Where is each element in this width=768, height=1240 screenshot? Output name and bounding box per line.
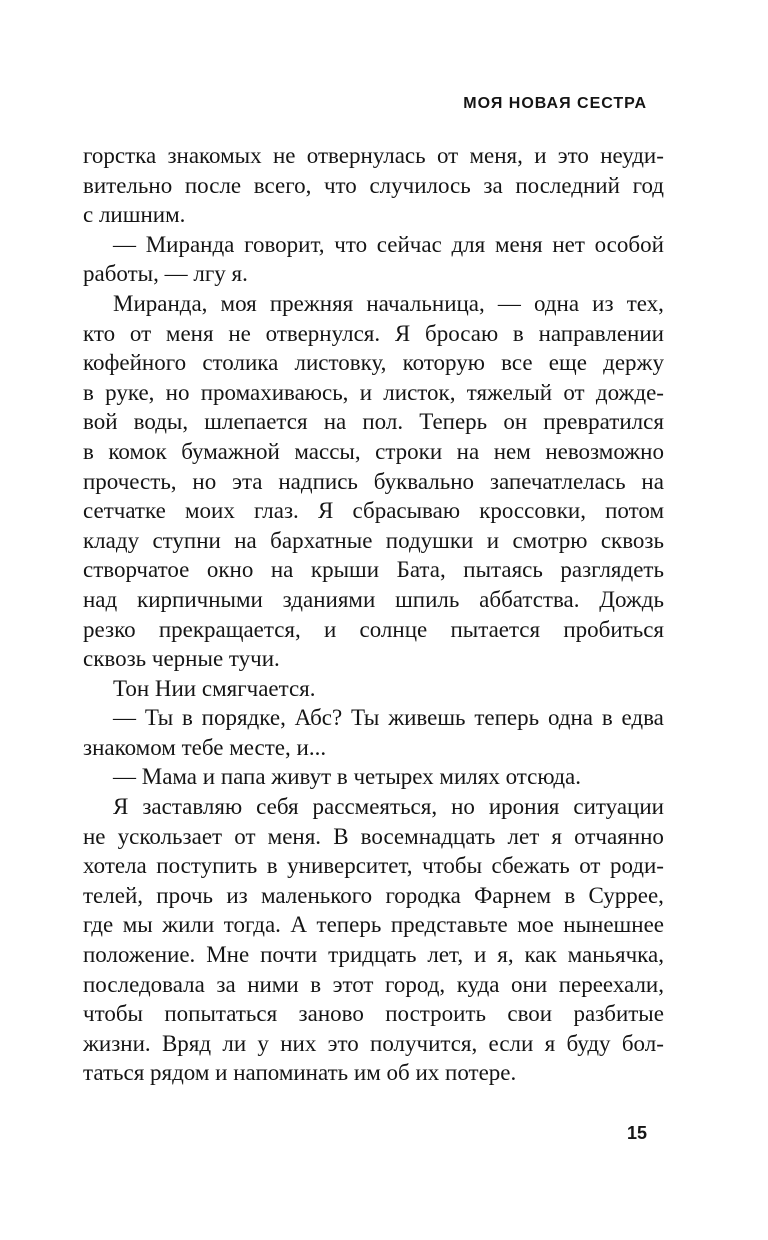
word: городка (385, 882, 461, 908)
word: это (327, 1030, 359, 1056)
word: положение. (83, 942, 196, 968)
word: в (181, 705, 193, 731)
word: что (334, 231, 368, 257)
word: массы, (294, 438, 361, 464)
word: они (511, 971, 548, 997)
word: не (228, 320, 251, 346)
word: после (184, 172, 242, 198)
word: Теперь (419, 409, 488, 435)
word: что (323, 172, 357, 198)
word: получится, (370, 1030, 478, 1056)
word: куда (456, 971, 500, 997)
text-line (83, 496, 664, 526)
word: за (483, 172, 503, 198)
paragraph (83, 762, 664, 792)
word: пытаясь (463, 557, 543, 583)
word: порядке, (201, 705, 286, 731)
text-line (83, 585, 664, 615)
word: Фарнем (474, 882, 552, 908)
text-line (83, 822, 664, 852)
word: листовку, (294, 350, 387, 376)
word: моя (220, 290, 257, 316)
word: свои (507, 1001, 553, 1027)
word: маньячка, (567, 942, 664, 968)
word: сбрасываю (352, 498, 461, 524)
word: маленького (261, 882, 373, 908)
text-line (83, 910, 664, 940)
text-line (83, 407, 664, 437)
word: шпиль (395, 586, 460, 612)
word: живешь (388, 705, 466, 731)
word: листок, (383, 379, 456, 405)
word: лет, (427, 942, 464, 968)
word: В (333, 823, 349, 849)
word: все (501, 350, 533, 376)
word: Миранда, (113, 290, 208, 316)
word: в (266, 853, 278, 879)
word: университет, (287, 853, 413, 879)
word: роди- (609, 853, 664, 879)
word: направлении (538, 320, 664, 346)
word: руке, (105, 379, 155, 405)
word: меня, (469, 143, 523, 168)
word: одна (534, 290, 580, 316)
word: лет (507, 823, 540, 849)
word: тогда. (223, 912, 281, 938)
paragraph (83, 289, 664, 674)
word: случилось (369, 172, 471, 198)
word: отчаянно (574, 823, 664, 849)
word: меня (165, 320, 214, 346)
word: неуди- (600, 143, 664, 168)
word: Бата, (396, 557, 446, 583)
word: и (474, 942, 487, 968)
text-line (83, 970, 664, 1000)
word: он (503, 409, 528, 435)
word: буквально (373, 468, 475, 494)
word: жизни. (83, 1030, 151, 1056)
word: особой (594, 231, 664, 257)
word: но (451, 794, 475, 820)
word: от (563, 379, 585, 405)
word: в (310, 971, 322, 997)
word: Суррее, (588, 882, 664, 908)
text-line (83, 615, 664, 645)
word: не (83, 823, 106, 849)
word: эта (232, 468, 263, 494)
word: не (272, 143, 296, 168)
word: отвернулась (306, 143, 426, 168)
word: одна (547, 705, 593, 731)
word: сквозь (600, 527, 664, 553)
page-text (83, 141, 664, 1088)
paragraph (83, 792, 664, 1088)
text-line (83, 851, 664, 881)
word: Я (317, 498, 334, 524)
word: едва (621, 705, 664, 731)
word: пытается (450, 616, 541, 642)
text-line (83, 1029, 664, 1059)
word: представьте (390, 912, 508, 938)
text-line (83, 999, 664, 1029)
word: кофейного (83, 350, 187, 376)
word: прочесть, (83, 468, 177, 494)
word: Ты (351, 705, 380, 731)
word: начальница, (366, 290, 485, 316)
word: теперь (316, 912, 382, 938)
text-line (83, 703, 664, 733)
word: я (544, 1030, 556, 1056)
text-line (83, 141, 664, 171)
word: невозможно (545, 438, 664, 464)
word: Миранда (145, 231, 235, 257)
paragraph (83, 141, 664, 230)
word: смотрю (512, 527, 588, 553)
text-line (83, 289, 664, 319)
word: последний (515, 172, 620, 198)
word: но (192, 468, 217, 494)
word: столика (202, 350, 279, 376)
text-line: работы, — лгу я. (83, 261, 248, 287)
word: вой (83, 409, 118, 435)
page-number: 15 (626, 1123, 647, 1143)
word: в (83, 379, 94, 405)
word: ситуации (573, 794, 664, 820)
word: горстка (83, 143, 157, 168)
word: тех, (626, 290, 664, 316)
running-header-title: МОЯ НОВАЯ СЕСТРА (463, 95, 647, 112)
word: прочь (156, 882, 214, 908)
word: знакомых (167, 143, 262, 168)
text-line: — Мама и папа живут в четырех милях отсюда. (113, 764, 582, 790)
word: запечатлелась (489, 468, 626, 494)
word: — (497, 290, 521, 316)
word: Дождь (599, 586, 664, 612)
word: шлепается (204, 409, 308, 435)
word: но (165, 379, 190, 405)
word: Вряд (161, 1030, 212, 1056)
word: за (216, 971, 236, 997)
word: я (551, 823, 563, 849)
word: зданиями (282, 586, 376, 612)
text-line (83, 378, 664, 408)
word: промахиваюсь, (200, 379, 349, 405)
word: заново (298, 1001, 364, 1027)
word: и (359, 379, 373, 405)
word: переехали, (558, 971, 664, 997)
word: меня. (267, 823, 322, 849)
word: сетчатке (83, 498, 166, 524)
word: крыши (310, 557, 380, 583)
word: в (564, 882, 576, 908)
word: сбежать (491, 853, 570, 879)
word: чтобы (83, 1001, 143, 1027)
word: всего, (253, 172, 312, 198)
word: и (323, 616, 337, 642)
word: меня (494, 231, 543, 257)
word: воды, (133, 409, 189, 435)
word: почти (260, 942, 318, 968)
word: Я (394, 320, 411, 346)
word: заставляю (142, 794, 243, 820)
word: кирпичными (137, 586, 263, 612)
word: подушки (385, 527, 474, 553)
word: хотела (83, 853, 147, 879)
word: надпись (278, 468, 358, 494)
word: разглядеть (560, 557, 664, 583)
word: построить (385, 1001, 486, 1027)
word: последовала (83, 971, 205, 997)
word: я, (497, 942, 514, 968)
word: которую (402, 350, 485, 376)
word: Абс? (294, 705, 343, 731)
word: как (524, 942, 557, 968)
word: еще (548, 350, 587, 376)
word: солнце (359, 616, 428, 642)
word: от (436, 143, 459, 168)
word: — (113, 231, 136, 257)
word: ступни (152, 527, 221, 553)
word: ли (222, 1030, 247, 1056)
word: бархатные (270, 527, 373, 553)
word: потом (605, 498, 664, 524)
text-line (83, 171, 664, 201)
word: прежняя (269, 290, 354, 316)
text-line: таться рядом и напоминать им об их потере. (83, 1060, 517, 1086)
paragraph (83, 703, 664, 762)
text-line (83, 467, 664, 497)
word: кто (83, 320, 116, 346)
word: на (323, 409, 347, 435)
word: ирония (488, 794, 560, 820)
text-line (83, 555, 664, 585)
text-line (83, 792, 664, 822)
word: Я (113, 794, 129, 820)
word: дожде- (595, 379, 664, 405)
text-line: знакомом тебе месте, и... (83, 734, 327, 760)
word: нет (552, 231, 585, 257)
word: кладу (83, 527, 140, 553)
word: на (456, 438, 480, 464)
word: моих (184, 498, 235, 524)
word: поступить (156, 853, 258, 879)
word: теперь (474, 705, 540, 731)
word: где (83, 912, 114, 938)
word: телей, (83, 882, 144, 908)
word: превратился (543, 409, 664, 435)
word: Мне (206, 942, 250, 968)
text-line (83, 437, 664, 467)
word: нынешнее (563, 912, 664, 938)
word: от (234, 823, 256, 849)
word: строки (375, 438, 443, 464)
text-line: Тон Нии смягчается. (113, 675, 316, 701)
word: от (129, 320, 152, 346)
word: от (579, 853, 601, 879)
word: разбитые (573, 1001, 664, 1027)
word: в (601, 705, 613, 731)
word: на (641, 468, 664, 494)
word: них (280, 1030, 317, 1056)
word: сейчас (376, 231, 442, 257)
word: для (451, 231, 486, 257)
word: себя (256, 794, 299, 820)
paragraph (83, 230, 664, 289)
word: ними (247, 971, 299, 997)
word: на (234, 527, 257, 553)
word: бумажной (181, 438, 280, 464)
word: мое (517, 912, 554, 938)
word: в (83, 438, 94, 464)
word: аббатства. (479, 586, 580, 612)
word: над (83, 586, 118, 612)
word: бол- (621, 1030, 664, 1056)
word: город, (385, 971, 446, 997)
word: тяжелый (466, 379, 553, 405)
word: — (113, 705, 136, 731)
text-line (83, 881, 664, 911)
word: мы (122, 912, 153, 938)
word: прекращается, (158, 616, 301, 642)
word: пробиться (563, 616, 664, 642)
word: из (226, 882, 248, 908)
word: вительно (83, 172, 173, 198)
word: резко (83, 616, 136, 642)
word: чтобы (422, 853, 483, 879)
word: и (486, 527, 500, 553)
word: ускользает (117, 823, 223, 849)
word: бросаю (425, 320, 499, 346)
word: из (592, 290, 614, 316)
word: нем (493, 438, 531, 464)
word: говорит, (244, 231, 325, 257)
word: буду (566, 1030, 611, 1056)
word: в (512, 320, 524, 346)
word: у (257, 1030, 269, 1056)
word: рассмеяться, (312, 794, 438, 820)
word: это (557, 143, 589, 168)
word: на (270, 557, 294, 583)
word: А (290, 912, 308, 938)
word: кроссовки, (479, 498, 586, 524)
text-line (83, 348, 664, 378)
text-line (83, 230, 664, 260)
word: жили (162, 912, 215, 938)
text-line: сквозь черные тучи. (83, 646, 280, 672)
word: попытаться (164, 1001, 278, 1027)
word: створчатое (83, 557, 190, 583)
word: и (534, 143, 547, 168)
word: тридцать (328, 942, 417, 968)
word: отвернулся. (265, 320, 381, 346)
word: этот (332, 971, 374, 997)
word: комок (108, 438, 167, 464)
word: восемнадцать (360, 823, 496, 849)
word: глаз. (254, 498, 299, 524)
text-line (83, 319, 664, 349)
text-line (83, 526, 664, 556)
word: Ты (144, 705, 174, 731)
word: окно (206, 557, 254, 583)
word: год (632, 172, 664, 198)
word: пол. (362, 409, 404, 435)
word: если (488, 1030, 534, 1056)
text-line: с лишним. (83, 202, 186, 228)
paragraph (83, 674, 664, 704)
text-line (83, 940, 664, 970)
word: держу (603, 350, 664, 376)
